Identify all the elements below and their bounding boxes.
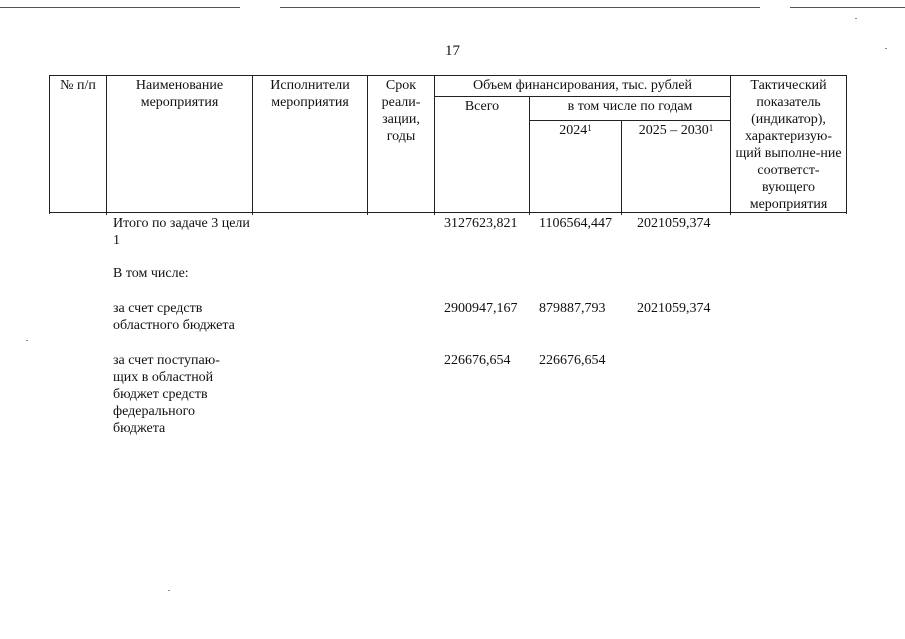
column-tick (106, 212, 107, 215)
row-total: 3127623,821 (444, 216, 518, 231)
row-total: 2900947,167 (444, 301, 518, 316)
column-tick (529, 212, 530, 215)
scan-speck (168, 590, 170, 591)
header-total: Всего (435, 97, 530, 215)
page-number: 17 (445, 43, 460, 59)
header-indicator: Тактический показатель (индикатор), характеризую-щий выполне-ние соответст-вующего мероприятия (731, 76, 847, 215)
row-name: В том числе: (113, 266, 189, 281)
scan-edge-line (790, 7, 905, 8)
header-financing: Объем финансирования, тыс. рублей (435, 76, 731, 97)
header-by-years: в том числе по годам (530, 97, 731, 121)
row-2025-2030: 2021059,374 (637, 301, 711, 316)
header-name: Наименование мероприятия (107, 76, 253, 215)
header-term: Срок реали-зации, годы (368, 76, 435, 215)
header-num: № п/п (50, 76, 107, 215)
scan-speck (855, 18, 857, 19)
column-tick (730, 212, 731, 215)
financing-table-header (49, 75, 847, 214)
year-2025-2030-label: 2025 – 2030 (638, 122, 709, 138)
year-2024-label: 2024 (559, 122, 588, 138)
row-total: 226676,654 (444, 353, 511, 368)
row-name: за счет средств областного бюджета (113, 301, 235, 333)
column-tick (434, 212, 435, 215)
header-bottom-rule (49, 212, 846, 213)
header-executors: Исполнители мероприятия (253, 76, 368, 215)
row-2024: 1106564,447 (539, 216, 612, 231)
row-2024: 879887,793 (539, 301, 606, 316)
column-tick (621, 212, 622, 215)
scan-speck (885, 48, 887, 49)
scan-edge-line (280, 7, 760, 8)
scan-edge-line (0, 7, 240, 8)
row-name: Итого по задаче 3 цели 1 (113, 216, 250, 248)
row-name: за счет поступаю-щих в областной бюджет средств федерального бюджета (113, 353, 220, 436)
header-year-2024 (530, 120, 622, 214)
year-2024-footnote: 1 (587, 122, 592, 133)
scan-speck (26, 340, 28, 341)
year-2025-2030-footnote: 1 (708, 122, 714, 133)
header-year-2025-2030 (622, 120, 731, 214)
column-tick (367, 212, 368, 215)
row-2025-2030: 2021059,374 (637, 216, 711, 231)
row-2024: 226676,654 (539, 353, 606, 368)
